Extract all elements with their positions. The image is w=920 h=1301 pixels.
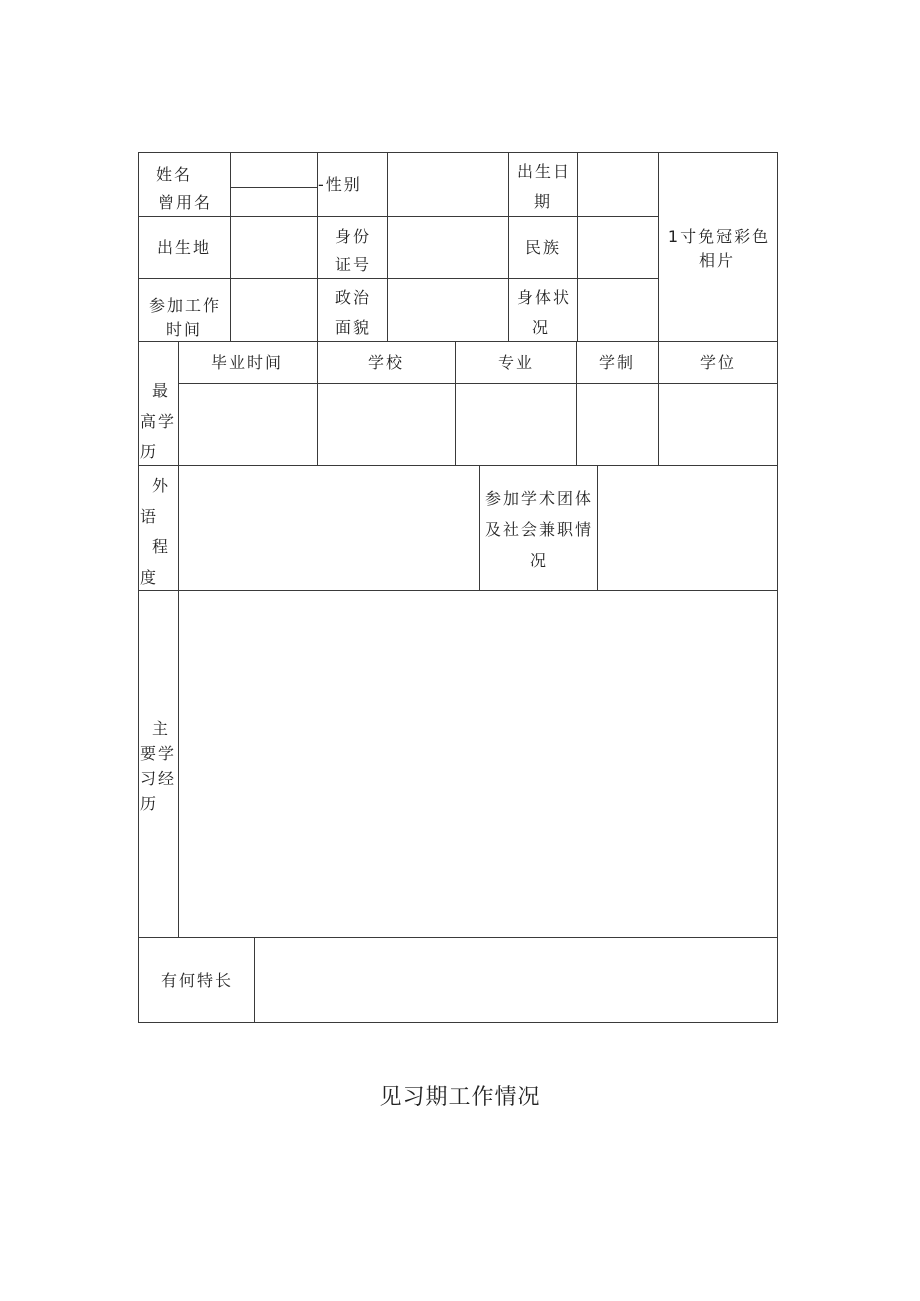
edu-header-degree: 学位	[699, 353, 737, 372]
political-label-1: 政治	[334, 288, 372, 307]
edu-school-field[interactable]	[318, 384, 455, 465]
section-title: 见习期工作情况	[379, 1085, 541, 1110]
work-start-field[interactable]	[231, 279, 317, 341]
lang-col-1	[479, 465, 480, 590]
birthplace-field[interactable]	[231, 217, 317, 278]
work-start-label-1: 参加工作	[148, 296, 222, 315]
specialty-field[interactable]	[255, 938, 777, 1022]
ethnicity-label: 民族	[524, 238, 562, 257]
lang-label-4: 度	[140, 568, 159, 587]
edu-label-1: 最	[152, 381, 171, 400]
edu-label-3: 历	[140, 442, 159, 461]
id-label-1: 身份	[334, 227, 372, 246]
photo-label-2: 相片	[698, 251, 736, 270]
col-line-4	[508, 152, 509, 341]
edu-grad-time-field[interactable]	[179, 384, 317, 465]
photo-cell[interactable]	[659, 153, 777, 341]
former-name-field[interactable]	[231, 188, 317, 216]
gender-field[interactable]	[388, 153, 508, 216]
name-field[interactable]	[231, 153, 317, 187]
edu-header-grad-time: 毕业时间	[210, 353, 284, 372]
health-label-2: 况	[531, 318, 551, 337]
assoc-label-3: 况	[529, 551, 549, 570]
birth-date-label-1: 出生日	[516, 162, 572, 181]
health-field[interactable]	[578, 279, 658, 341]
lang-label-1: 外	[152, 476, 171, 495]
name-label: 姓名	[155, 165, 193, 184]
birthplace-label: 出生地	[156, 238, 212, 257]
association-field[interactable]	[598, 466, 777, 590]
edu-header-major: 专业	[497, 353, 535, 372]
study-label-3: 习经	[140, 769, 177, 788]
assoc-label-2: 及社会兼职情	[484, 520, 594, 539]
political-field[interactable]	[388, 279, 508, 341]
birth-date-label-2: 期	[533, 192, 553, 211]
edu-length-field[interactable]	[577, 384, 658, 465]
assoc-label-1: 参加学术团体	[484, 489, 594, 508]
divider-row3	[138, 341, 778, 342]
study-history-field[interactable]	[179, 591, 777, 937]
edu-header-school: 学校	[367, 353, 405, 372]
health-label-1: 身体状	[516, 288, 572, 307]
gender-label: -性别	[318, 175, 362, 194]
specialty-label: 有何特长	[160, 971, 234, 990]
study-label-2: 要学	[140, 744, 177, 763]
lang-label-2: 语	[140, 507, 159, 526]
study-label-1: 主	[152, 719, 171, 738]
study-label-4: 历	[140, 794, 159, 813]
political-label-2: 面貌	[334, 318, 372, 337]
work-start-label-2: 时间	[165, 320, 203, 339]
edu-label-2: 高学	[140, 412, 177, 431]
lang-label-3: 程	[152, 537, 171, 556]
border-bottom	[138, 1022, 778, 1023]
former-name-label: 曾用名	[157, 193, 213, 212]
border-left	[138, 152, 139, 1023]
language-field[interactable]	[179, 466, 479, 590]
birth-date-field[interactable]	[578, 153, 658, 216]
id-number-field[interactable]	[388, 217, 508, 278]
registration-form	[138, 152, 778, 1023]
edu-degree-field[interactable]	[659, 384, 777, 465]
edu-major-field[interactable]	[456, 384, 576, 465]
ethnicity-field[interactable]	[578, 217, 658, 278]
id-label-2: 证号	[334, 255, 372, 274]
edu-header-length: 学制	[598, 353, 636, 372]
photo-label-1: 1寸免冠彩色	[667, 227, 771, 246]
border-right	[777, 152, 778, 1023]
